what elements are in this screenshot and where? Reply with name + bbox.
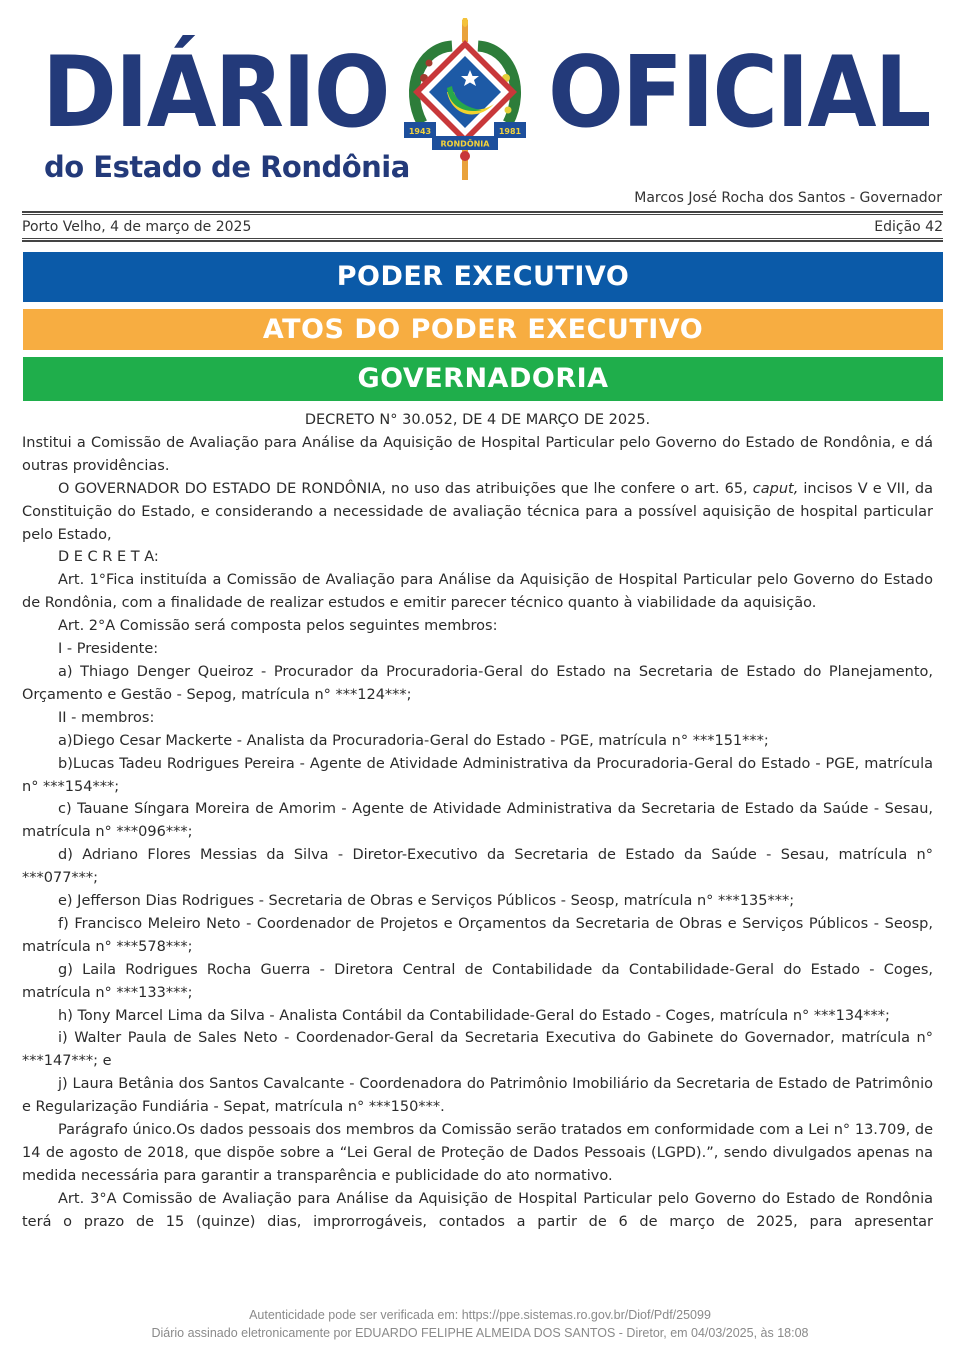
emblem-ribbon-text: RONDÔNIA bbox=[440, 139, 490, 149]
header-rule-bottom-thin bbox=[22, 238, 943, 239]
member-item: g) Laila Rodrigues Rocha Guerra - Diretora Central de Contabilidade da Contabilidade-Geral do Estado - Coges, matrícula n° ***133***; bbox=[22, 961, 933, 1001]
rondonia-coat-of-arms-icon bbox=[402, 18, 528, 182]
emblem-year-left: 1943 bbox=[408, 127, 432, 136]
president-item: a) Thiago Denger Queiroz - Procurador da Procuradoria-Geral do Estado na Secretaria de Estado do Planejamento, Orçamento e Gestão - Sepog, matrícula n° ***124***; bbox=[22, 663, 933, 703]
sole-paragraph: Parágrafo único.Os dados pessoais dos membros da Comissão serão tratados em conformidade com a Lei n° 13.709, de 14 de agosto de 2018, que dispõe sobre a “Lei Geral de Proteção de Dados Pessoais (LGPD).”, sendo divulgados apenas na medida necessária para garantir a transparência e publicidade do ato normativo. bbox=[22, 1122, 933, 1184]
member-item: c) Tauane Síngara Moreira de Amorim - Agente de Atividade Administrativa da Secretaria de Estado da Saúde - Sesau, matrícula n° ***096***; bbox=[22, 801, 933, 841]
article-3: Art. 3°A Comissão de Avaliação para Análise da Aquisição de Hospital Particular pelo Governo do Estado de Rondônia terá o prazo de 15 (quinze) dias, improrrogáveis, contados a partir de 6 de março de 2025, para apresentar bbox=[22, 1190, 933, 1230]
header-rule-top bbox=[22, 211, 943, 213]
president-heading: I - Presidente: bbox=[58, 641, 159, 658]
members-heading: II - membros: bbox=[58, 709, 155, 726]
member-item: i) Walter Paula de Sales Neto - Coordenador-Geral da Secretaria Executiva do Gabinete do Governador, matrícula n° ***147***; e bbox=[22, 1030, 933, 1070]
decree-title: DECRETO N° 30.052, DE 4 DE MARÇO DE 2025. bbox=[304, 412, 651, 428]
decree-preamble bbox=[22, 478, 933, 547]
member-item: b)Lucas Tadeu Rodrigues Pereira - Agente de Atividade Administrativa da Procuradoria-Geral do Estado - PGE, matrícula n° ***154***; bbox=[22, 755, 933, 795]
section-band-atos: ATOS DO PODER EXECUTIVO bbox=[23, 309, 943, 350]
article-2: Art. 2°A Comissão será composta pelos seguintes membros: bbox=[58, 618, 498, 635]
masthead-subtitle: do Estado de Rondônia bbox=[44, 150, 410, 184]
header-rule-top-thin bbox=[22, 214, 943, 215]
preamble-text-cont: incisos V e VII, da Constituição do Estado, e considerando a necessidade de avaliação técnica para a possível aquisição de hospital particular pelo Estado, bbox=[22, 480, 934, 543]
member-item: f) Francisco Meleiro Neto - Coordenador de Projetos e Orçamentos da Secretaria de Obras e Serviços Públicos - Seosp, matrícula n° ***578***; bbox=[22, 915, 933, 955]
preamble-caput: caput, bbox=[752, 480, 799, 497]
header-rule-bottom bbox=[22, 240, 943, 242]
member-item: a)Diego Cesar Mackerte - Analista da Procuradoria-Geral do Estado - PGE, matrícula n° ***151***; bbox=[58, 732, 769, 749]
masthead-title-oficial: OFICIAL bbox=[548, 36, 930, 150]
page-footer bbox=[0, 1306, 960, 1342]
member-item: h) Tony Marcel Lima da Silva - Analista Contábil da Contabilidade-Geral do Estado - Coges, matrícula n° ***134***; bbox=[58, 1007, 890, 1024]
place-date: Porto Velho, 4 de março de 2025 bbox=[22, 219, 252, 235]
article-1: Art. 1°Fica instituída a Comissão de Avaliação para Análise da Aquisição de Hospital Particular pelo Governo do Estado de Rondônia, com a finalidade de realizar estudos e emitir parecer técnico quanto à viabilidade da aquisição. bbox=[22, 572, 933, 612]
signature-note: Diário assinado eletronicamente por EDUARDO FELIPHE ALMEIDA DOS SANTOS - Diretor, em 04/03/2025, às 18:08 bbox=[151, 1326, 809, 1340]
member-item: j) Laura Betânia dos Santos Cavalcante - Coordenadora do Patrimônio Imobiliário da Secretaria de Estado de Patrimônio e Regularização Fundiária - Sepat, matrícula n° ***150***. bbox=[22, 1076, 933, 1116]
emblem-year-right: 1981 bbox=[498, 127, 522, 136]
preamble-text: O GOVERNADOR DO ESTADO DE RONDÔNIA, no uso das atribuições que lhe confere o art. 65, bbox=[58, 480, 753, 497]
section-band-poder-executivo: PODER EXECUTIVO bbox=[23, 252, 943, 302]
edition-number: Edição 42 bbox=[874, 219, 943, 235]
authenticity-link[interactable]: Autenticidade pode ser verificada em: https://ppe.sistemas.ro.gov.br/Diof/Pdf/25099 bbox=[249, 1308, 711, 1322]
masthead-title-diario: DIÁRIO bbox=[42, 36, 389, 150]
dateline bbox=[22, 219, 943, 235]
section-band-governadoria: GOVERNADORIA bbox=[23, 357, 943, 401]
member-item: e) Jefferson Dias Rodrigues - Secretaria de Obras e Serviços Públicos - Seosp, matrícula n° ***135***; bbox=[58, 893, 795, 910]
member-item: d) Adriano Flores Messias da Silva - Diretor-Executivo da Secretaria de Estado da Saúde - Sesau, matrícula n° ***077***; bbox=[22, 847, 933, 887]
decree-summary: Institui a Comissão de Avaliação para Análise da Aquisição de Hospital Particular pelo Governo do Estado de Rondônia, e dá outras providências. bbox=[22, 434, 933, 474]
decree-body bbox=[22, 409, 933, 1234]
decree-decreta: D E C R E T A: bbox=[58, 549, 159, 566]
masthead bbox=[0, 0, 960, 215]
governor-name: Marcos José Rocha dos Santos - Governador bbox=[634, 190, 942, 206]
